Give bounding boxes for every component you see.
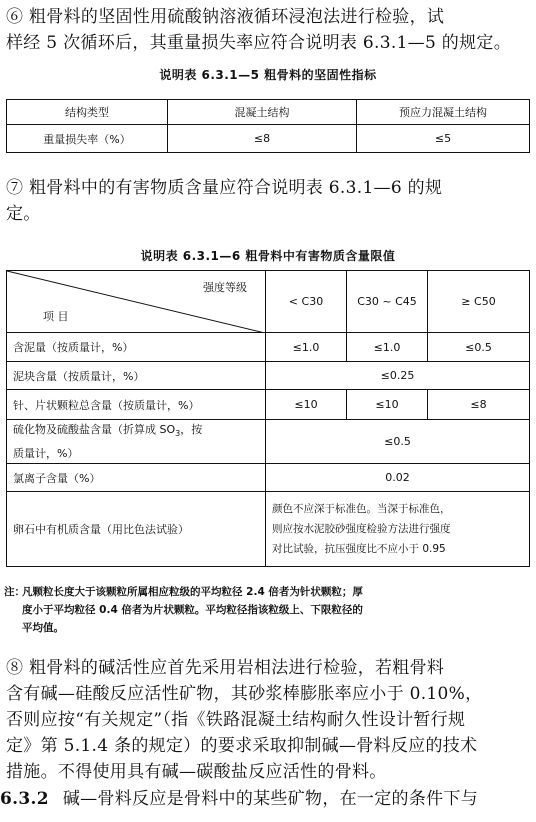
table-5-header-cell: 混凝土结构	[168, 100, 357, 125]
table-note	[4, 583, 516, 637]
cell-value: ≤1.0	[266, 333, 347, 362]
table-5-header-row	[7, 100, 530, 125]
cell-value: ≤1.0	[347, 333, 428, 362]
table-5-header-cell: 预应力混凝土结构	[357, 100, 530, 125]
table-6-row	[7, 420, 530, 464]
table-6-row	[7, 464, 530, 492]
paragraph-8	[6, 655, 530, 785]
merged-cell-value: ≤0.25	[266, 362, 530, 390]
table-5-header-cell: 结构类型	[7, 100, 168, 125]
table-6-caption: 说明表 6.3.1—6 粗骨料中有害物质含量限值	[140, 249, 396, 263]
table-6-row	[7, 492, 530, 567]
note-line: 度小于平均粒径 0.4 倍者为片状颗粒。平均粒径指该粒级上、下限粒径的	[22, 604, 363, 616]
row-label-part: ，按	[180, 423, 203, 437]
table-5-cell: ≤5	[357, 125, 530, 153]
cell-value: ≤10	[347, 390, 428, 420]
table-6-row	[7, 390, 530, 420]
row-label	[7, 420, 266, 464]
row-label: 泥块含量（按质量计，%）	[7, 362, 266, 390]
table-6-header-row	[7, 271, 530, 333]
table-5-caption: 说明表 6.3.1—5 粗骨料的坚固性指标	[159, 68, 377, 82]
paragraph-7-line-1: ⑦ 粗骨料中的有害物质含量应符合说明表 6.3.1—6 的规	[6, 178, 443, 198]
merged-cell-value: 0.02	[266, 464, 530, 492]
paragraph-6-line-2: 样经 5 次循环后，其重量损失率应符合说明表 6.3.1—5 的规定。	[6, 33, 512, 53]
table-5-cell: ≤8	[168, 125, 357, 153]
merged-cell-text-line: 则应按水泥胶砂强度检验方法进行强度	[272, 523, 451, 535]
merged-cell-text-line: 颜色不应深于标准色。当深于标准色，	[272, 503, 451, 515]
table-5-row	[7, 125, 530, 153]
cell-value: ≤0.5	[428, 333, 530, 362]
row-label-subscript: 3	[175, 429, 181, 439]
row-label: 卵石中有机质含量（用比色法试验）	[7, 492, 266, 567]
paragraph-8-line: 含有碱—硅酸反应活性矿物，其砂浆棒膨胀率应小于 0.10%，	[6, 684, 483, 704]
paragraph-7	[6, 175, 530, 227]
corner-label-item: 项 目	[43, 310, 69, 323]
paragraph-8-line: ⑧ 粗骨料的碱活性应首先采用岩相法进行检验，若粗骨料	[6, 658, 445, 678]
table-6-corner-cell	[7, 271, 266, 333]
note-label: 注：	[4, 586, 25, 598]
grade-header-cell: C30 ~ C45	[347, 271, 428, 333]
row-label: 含泥量（按质量计，%）	[7, 333, 266, 362]
section-number: 6.3.2	[0, 789, 49, 809]
section-text: 碱—骨料反应是骨料中的某些矿物，在一定的条件下与	[62, 789, 479, 809]
table-6	[6, 270, 530, 567]
note-line: 凡颗粒长度大于该颗粒所属相应粒级的平均粒径 2.4 倍者为针状颗粒；厚	[22, 586, 363, 598]
cell-value: ≤8	[428, 390, 530, 420]
table-5	[6, 99, 530, 153]
paragraph-6	[6, 4, 530, 56]
paragraph-7-line-2: 定。	[6, 204, 41, 224]
paragraph-6-line-1: ⑥ 粗骨料的坚固性用硫酸钠溶液循环浸泡法进行检验，试	[6, 7, 445, 27]
grade-header-cell: < C30	[266, 271, 347, 333]
row-label: 针、片状颗粒总含量（按质量计，%）	[7, 390, 266, 420]
section-6-3-2	[0, 786, 530, 812]
paragraph-8-line: 否则应按“有关规定”（指《铁路混凝土结构耐久性设计暂行规	[6, 710, 466, 730]
cell-value: ≤10	[266, 390, 347, 420]
merged-cell-text-line: 对比试验，抗压强度比不应小于 0.95	[272, 543, 446, 555]
table-5-row-label: 重量损失率（%）	[7, 125, 168, 153]
grade-header-cell: ≥ C50	[428, 271, 530, 333]
table-6-row	[7, 333, 530, 362]
row-label-part: 质量计，%）	[13, 446, 79, 460]
corner-label-grade: 强度等级	[203, 281, 247, 294]
row-label: 氯离子含量（%）	[7, 464, 266, 492]
paragraph-8-line: 措施。不得使用具有碱—碳酸盐反应活性的骨料。	[6, 762, 387, 782]
note-line: 平均值。	[22, 622, 64, 634]
merged-cell-text	[266, 492, 530, 567]
merged-cell-value: ≤0.5	[266, 420, 530, 464]
paragraph-8-line: 定》第 5.1.4 条的规定）的要求采取抑制碱—骨料反应的技术	[6, 736, 478, 756]
table-6-row	[7, 362, 530, 390]
row-label-part: 硫化物及硫酸盐含量（折算成 SO	[13, 423, 176, 437]
